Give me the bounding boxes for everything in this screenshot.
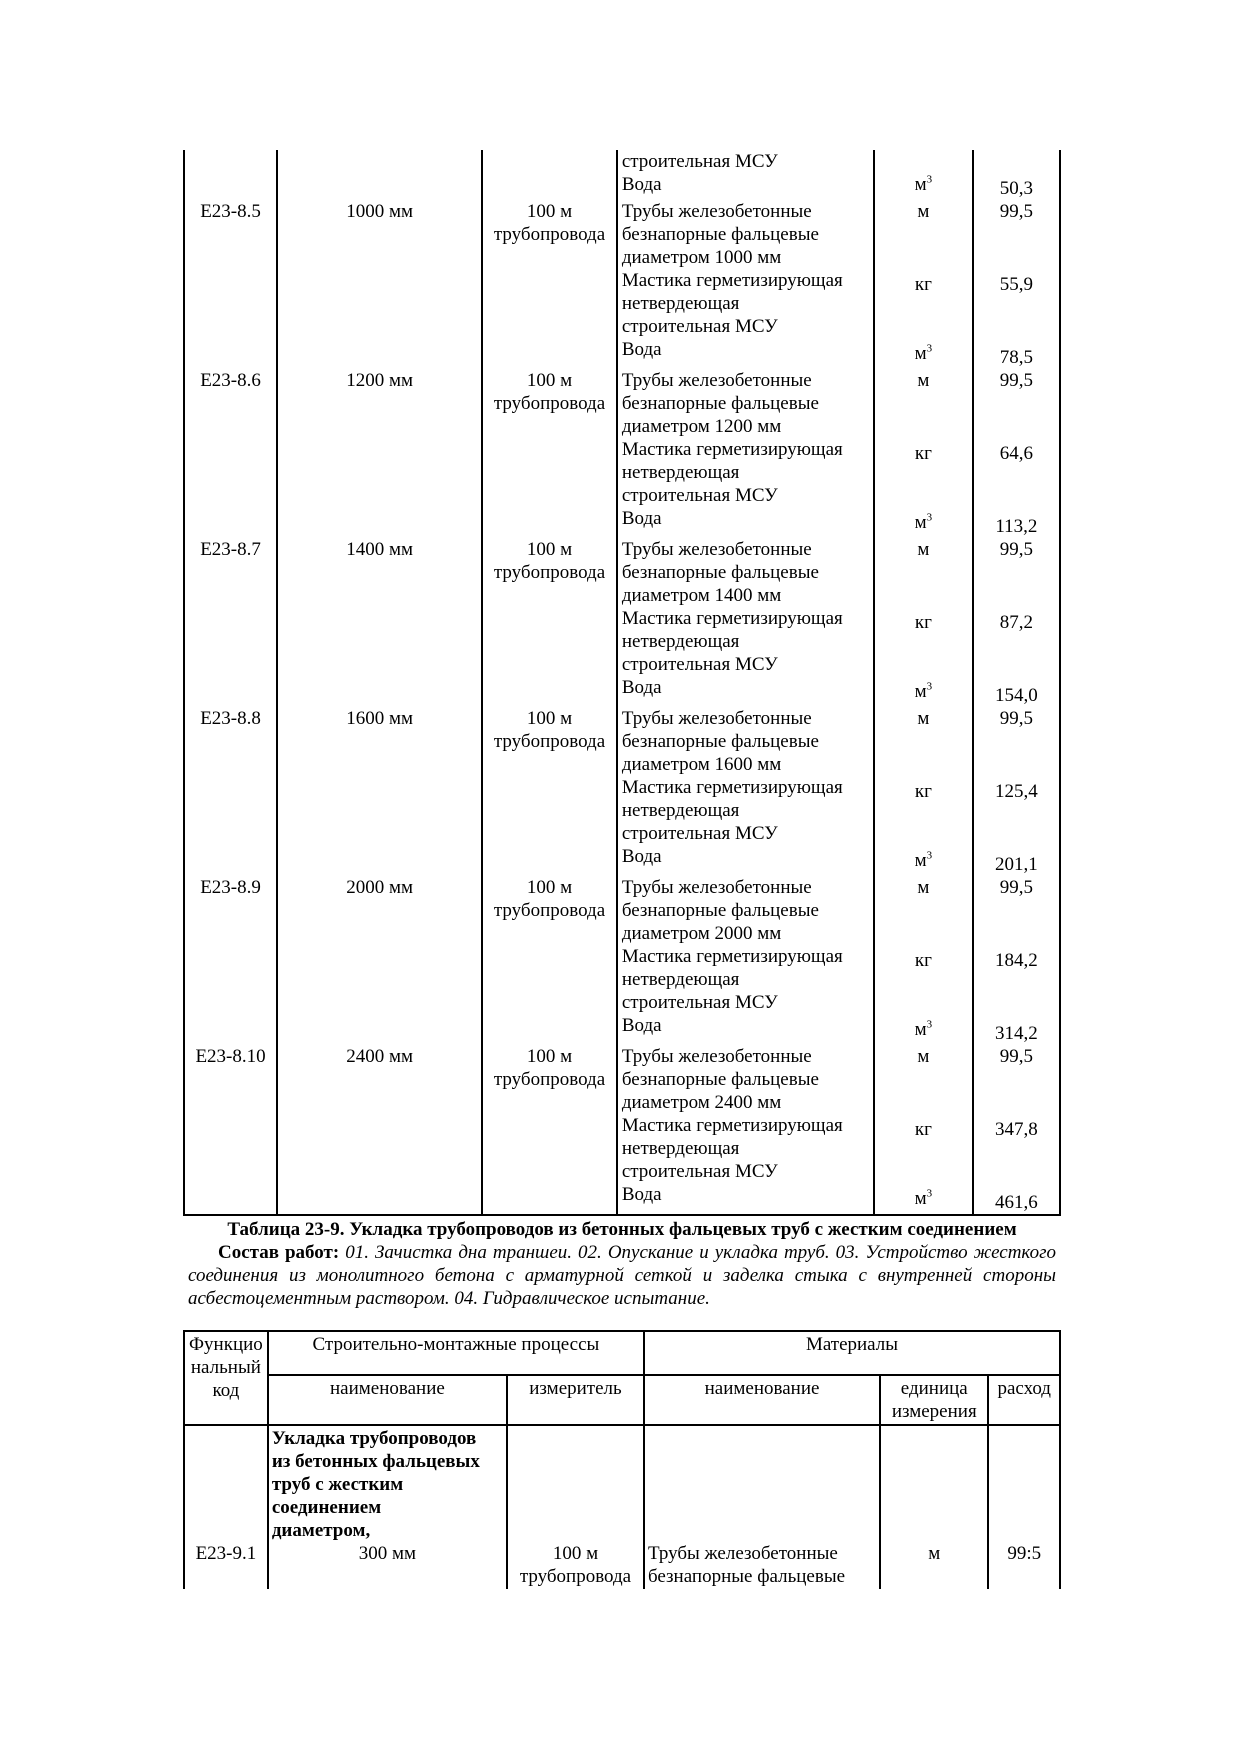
- units: м кг $м^3$: [874, 707, 973, 876]
- material-names: Трубы железобетонные безнапорные фальцевые диаметром 1000 мм Мастика герметизирующая нетвердеющая строительная МСУ Вода: [617, 200, 874, 369]
- func-code: Е23-9.1: [184, 1425, 268, 1589]
- func-code: Е23-8.6: [184, 369, 277, 538]
- material-unit: м: [880, 1425, 988, 1589]
- table-continued: [183, 150, 1061, 1216]
- header-func-code: Функцио нальный код: [184, 1331, 268, 1425]
- header-row: [184, 1331, 1060, 1375]
- units: м кг $м^3$: [874, 538, 973, 707]
- consumption-values: 99,5 64,6 113,2: [973, 369, 1060, 538]
- header-row: [184, 1375, 1060, 1425]
- func-code: Е23-8.7: [184, 538, 277, 707]
- consumption-value: 50,3: [999, 178, 1033, 199]
- material-name: Трубы железобетонные безнапорные фальцевые: [644, 1425, 880, 1589]
- func-code: Е23-8.8: [184, 707, 277, 876]
- material-names: Трубы железобетонные безнапорные фальцевые диаметром 2000 мм Мастика герметизирующая нетвердеющая строительная МСУ Вода: [617, 876, 874, 1045]
- material-names: Трубы железобетонные безнапорные фальцевые диаметром 1400 мм Мастика герметизирующая нетвердеющая строительная МСУ Вода: [617, 538, 874, 707]
- process-meter: 100 м трубопровода: [482, 876, 617, 1045]
- func-code: Е23-8.10: [184, 1045, 277, 1215]
- table-row: [184, 1425, 1060, 1589]
- diameter: 1200 мм: [277, 369, 482, 538]
- process-meter: 100 м трубопровода: [507, 1425, 644, 1589]
- header-proc-name: наименование: [268, 1375, 507, 1425]
- diameter: 2400 мм: [277, 1045, 482, 1215]
- table-row: [184, 876, 1060, 1045]
- process-name: Укладка трубопроводов из бетонных фальцевых труб с жестким соединением диаметром, 300 мм: [268, 1425, 507, 1589]
- table-row: [184, 707, 1060, 876]
- consumption-values: 99,5 125,4 201,1: [973, 707, 1060, 876]
- diameter: 1000 мм: [277, 200, 482, 369]
- units: м кг $м^3$: [874, 200, 973, 369]
- units: м кг $м^3$: [874, 1045, 973, 1215]
- process-meter: 100 м трубопровода: [482, 1045, 617, 1215]
- process-meter: 100 м трубопровода: [482, 369, 617, 538]
- header-materials: Материалы: [644, 1331, 1060, 1375]
- composition-of-works: Состав работ: 01. Зачистка дна траншеи. 02. Опускание и укладка труб. 03. Устройство жесткого соединения из монолитного бетона с арматурной сеткой и заделка стыка с внутренней стороны асбестоцементным раствором. 04. Гидравлическое испытание.: [188, 1242, 1056, 1309]
- material-name: Вода: [621, 174, 662, 195]
- diameter: 1600 мм: [277, 707, 482, 876]
- material-consumption: 99:5: [988, 1425, 1060, 1589]
- material-names: Трубы железобетонные безнапорные фальцевые диаметром 1600 мм Мастика герметизирующая нетвердеющая строительная МСУ Вода: [617, 707, 874, 876]
- diameter: 2000 мм: [277, 876, 482, 1045]
- diameter: 1400 мм: [277, 538, 482, 707]
- header-mat-name: наименование: [644, 1375, 880, 1425]
- process-meter: 100 м трубопровода: [482, 538, 617, 707]
- table-row: [184, 1045, 1060, 1215]
- units: м кг $м^3$: [874, 876, 973, 1045]
- table-caption: [188, 1218, 1056, 1310]
- header-mat-consumption: расход: [988, 1375, 1060, 1425]
- table-row: [184, 150, 1060, 200]
- table-23-9: [183, 1330, 1061, 1589]
- header-proc-meter: измеритель: [507, 1375, 644, 1425]
- process-meter: 100 м трубопровода: [482, 707, 617, 876]
- unit: $м^3$: [914, 173, 933, 195]
- material-name: строительная МСУ: [621, 151, 778, 172]
- consumption-values: 99,5 347,8 461,6: [973, 1045, 1060, 1215]
- units: м кг $м^3$: [874, 369, 973, 538]
- consumption-values: 99,5 55,9 78,5: [973, 200, 1060, 369]
- header-processes: Строительно-монтажные процессы: [268, 1331, 644, 1375]
- func-code: Е23-8.5: [184, 200, 277, 369]
- process-meter: 100 м трубопровода: [482, 200, 617, 369]
- consumption-values: 99,5 87,2 154,0: [973, 538, 1060, 707]
- material-names: Трубы железобетонные безнапорные фальцевые диаметром 1200 мм Мастика герметизирующая нетвердеющая строительная МСУ Вода: [617, 369, 874, 538]
- table-row: [184, 538, 1060, 707]
- header-mat-unit: единица измерения: [880, 1375, 988, 1425]
- consumption-values: 99,5 184,2 314,2: [973, 876, 1060, 1045]
- table-title: Таблица 23-9. Укладка трубопроводов из бетонных фальцевых труб с жестким соединением: [227, 1219, 1017, 1240]
- func-code: Е23-8.9: [184, 876, 277, 1045]
- table-row: [184, 369, 1060, 538]
- material-names: Трубы железобетонные безнапорные фальцевые диаметром 2400 мм Мастика герметизирующая нетвердеющая строительная МСУ Вода: [617, 1045, 874, 1215]
- table-row: [184, 200, 1060, 369]
